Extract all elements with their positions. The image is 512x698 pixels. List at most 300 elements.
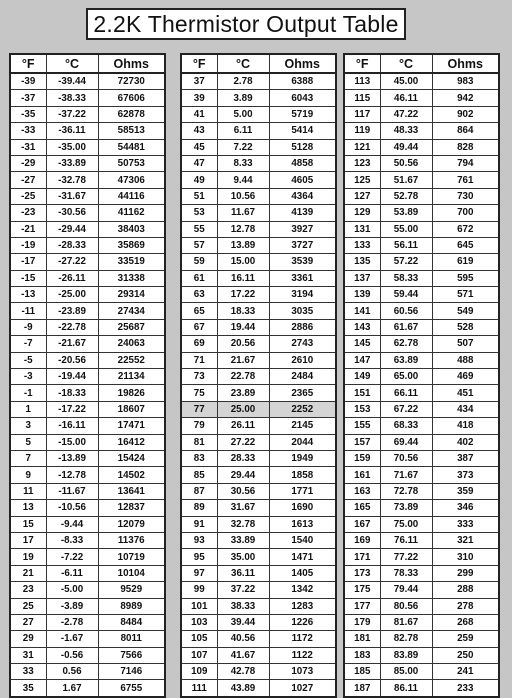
- cell-fahrenheit: 81: [181, 434, 217, 450]
- cell-celsius: -11.67: [46, 483, 98, 499]
- table-row: [181, 90, 336, 106]
- table-row: [344, 434, 499, 450]
- cell-celsius: -20.56: [46, 352, 98, 368]
- cell-celsius: -10.56: [46, 500, 98, 516]
- table-row: [10, 237, 165, 253]
- cell-ohms: 1949: [269, 450, 336, 466]
- cell-ohms: 402: [432, 434, 499, 450]
- cell-celsius: -21.67: [46, 336, 98, 352]
- cell-fahrenheit: 147: [344, 352, 380, 368]
- table-row: [10, 401, 165, 417]
- cell-fahrenheit: 83: [181, 450, 217, 466]
- cell-ohms: 8989: [98, 598, 165, 614]
- table-row: [10, 369, 165, 385]
- cell-ohms: 6388: [269, 73, 336, 90]
- table-row: [181, 73, 336, 90]
- cell-ohms: 278: [432, 598, 499, 614]
- cell-celsius: 9.44: [217, 172, 269, 188]
- page-title: 2.2K Thermistor Output Table: [86, 8, 406, 40]
- cell-celsius: 78.33: [380, 565, 432, 581]
- cell-celsius: -5.00: [46, 582, 98, 598]
- cell-celsius: -3.89: [46, 598, 98, 614]
- column-header-ohms: Ohms: [432, 54, 499, 73]
- table-row: [10, 155, 165, 171]
- cell-celsius: 45.00: [380, 73, 432, 90]
- cell-celsius: 86.11: [380, 680, 432, 697]
- cell-ohms: 3361: [269, 270, 336, 286]
- cell-fahrenheit: -21: [10, 221, 46, 237]
- table-row: [344, 516, 499, 532]
- table-row: [181, 369, 336, 385]
- cell-celsius: 26.11: [217, 418, 269, 434]
- cell-celsius: 31.67: [217, 500, 269, 516]
- cell-fahrenheit: 149: [344, 369, 380, 385]
- cell-celsius: 1.67: [46, 680, 98, 697]
- cell-ohms: 700: [432, 205, 499, 221]
- cell-celsius: 67.22: [380, 401, 432, 417]
- cell-ohms: 2365: [269, 385, 336, 401]
- cell-ohms: 4858: [269, 155, 336, 171]
- cell-celsius: -30.56: [46, 205, 98, 221]
- cell-celsius: 28.33: [217, 450, 269, 466]
- cell-fahrenheit: 57: [181, 237, 217, 253]
- table-row: [344, 549, 499, 565]
- cell-fahrenheit: 163: [344, 483, 380, 499]
- cell-ohms: 12837: [98, 500, 165, 516]
- cell-ohms: 983: [432, 73, 499, 90]
- cell-fahrenheit: 125: [344, 172, 380, 188]
- cell-celsius: -19.44: [46, 369, 98, 385]
- cell-fahrenheit: 39: [181, 90, 217, 106]
- cell-ohms: 528: [432, 319, 499, 335]
- cell-fahrenheit: 155: [344, 418, 380, 434]
- cell-ohms: 5719: [269, 106, 336, 122]
- column-header-ohms: Ohms: [269, 54, 336, 73]
- cell-celsius: 51.67: [380, 172, 432, 188]
- cell-fahrenheit: -37: [10, 90, 46, 106]
- table-row: [344, 123, 499, 139]
- cell-fahrenheit: 77: [181, 401, 217, 417]
- cell-fahrenheit: 157: [344, 434, 380, 450]
- cell-celsius: 27.22: [217, 434, 269, 450]
- table-row: [10, 483, 165, 499]
- cell-fahrenheit: 15: [10, 516, 46, 532]
- cell-ohms: 451: [432, 385, 499, 401]
- cell-celsius: 58.33: [380, 270, 432, 286]
- cell-celsius: -23.89: [46, 303, 98, 319]
- cell-celsius: -17.22: [46, 401, 98, 417]
- cell-ohms: 1690: [269, 500, 336, 516]
- cell-celsius: 49.44: [380, 139, 432, 155]
- cell-fahrenheit: 47: [181, 155, 217, 171]
- cell-ohms: 645: [432, 237, 499, 253]
- table-row: [181, 434, 336, 450]
- cell-fahrenheit: -9: [10, 319, 46, 335]
- cell-ohms: 24063: [98, 336, 165, 352]
- cell-celsius: 46.11: [380, 90, 432, 106]
- cell-fahrenheit: 55: [181, 221, 217, 237]
- cell-fahrenheit: -3: [10, 369, 46, 385]
- cell-ohms: 321: [432, 532, 499, 548]
- cell-fahrenheit: 53: [181, 205, 217, 221]
- cell-fahrenheit: 105: [181, 631, 217, 647]
- cell-fahrenheit: -5: [10, 352, 46, 368]
- cell-ohms: 794: [432, 155, 499, 171]
- table-row: [344, 270, 499, 286]
- cell-fahrenheit: 177: [344, 598, 380, 614]
- cell-ohms: 828: [432, 139, 499, 155]
- table-row: [181, 123, 336, 139]
- cell-celsius: -38.33: [46, 90, 98, 106]
- cell-ohms: 17471: [98, 418, 165, 434]
- cell-celsius: 16.11: [217, 270, 269, 286]
- cell-fahrenheit: 139: [344, 287, 380, 303]
- table-row: [10, 172, 165, 188]
- cell-celsius: 56.11: [380, 237, 432, 253]
- cell-fahrenheit: -17: [10, 254, 46, 270]
- table-row: [10, 106, 165, 122]
- table-row: [181, 516, 336, 532]
- table-row: [344, 500, 499, 516]
- column-header-fahrenheit: °F: [344, 54, 380, 73]
- cell-ohms: 1226: [269, 614, 336, 630]
- table-header-row: [344, 54, 499, 73]
- cell-ohms: 1283: [269, 598, 336, 614]
- cell-celsius: 12.78: [217, 221, 269, 237]
- cell-celsius: 8.33: [217, 155, 269, 171]
- cell-ohms: 18607: [98, 401, 165, 417]
- cell-celsius: -22.78: [46, 319, 98, 335]
- cell-fahrenheit: 49: [181, 172, 217, 188]
- cell-ohms: 387: [432, 450, 499, 466]
- table-row: [344, 172, 499, 188]
- cell-celsius: 11.67: [217, 205, 269, 221]
- cell-ohms: 50753: [98, 155, 165, 171]
- cell-fahrenheit: 143: [344, 319, 380, 335]
- table-row: [10, 500, 165, 516]
- cell-ohms: 1172: [269, 631, 336, 647]
- cell-fahrenheit: -35: [10, 106, 46, 122]
- cell-ohms: 29314: [98, 287, 165, 303]
- cell-celsius: 39.44: [217, 614, 269, 630]
- cell-ohms: 373: [432, 467, 499, 483]
- table-row: [181, 614, 336, 630]
- cell-celsius: -27.22: [46, 254, 98, 270]
- cell-fahrenheit: 181: [344, 631, 380, 647]
- cell-celsius: 82.78: [380, 631, 432, 647]
- thermistor-table-2: [180, 53, 337, 698]
- cell-ohms: 6755: [98, 680, 165, 697]
- table-row: [181, 237, 336, 253]
- cell-ohms: 333: [432, 516, 499, 532]
- cell-fahrenheit: 87: [181, 483, 217, 499]
- cell-ohms: 3194: [269, 287, 336, 303]
- table-row: [344, 352, 499, 368]
- cell-celsius: 81.67: [380, 614, 432, 630]
- cell-fahrenheit: -11: [10, 303, 46, 319]
- table-row: [181, 319, 336, 335]
- cell-ohms: 72730: [98, 73, 165, 90]
- table-row: [344, 582, 499, 598]
- cell-ohms: 22552: [98, 352, 165, 368]
- cell-fahrenheit: -13: [10, 287, 46, 303]
- cell-ohms: 1027: [269, 680, 336, 697]
- cell-fahrenheit: 17: [10, 532, 46, 548]
- cell-celsius: -13.89: [46, 450, 98, 466]
- cell-celsius: 61.67: [380, 319, 432, 335]
- table-row: [181, 254, 336, 270]
- cell-celsius: -8.33: [46, 532, 98, 548]
- cell-celsius: 43.89: [217, 680, 269, 697]
- table-row: [10, 614, 165, 630]
- cell-ohms: 10719: [98, 549, 165, 565]
- table-row: [10, 467, 165, 483]
- cell-fahrenheit: -31: [10, 139, 46, 155]
- cell-fahrenheit: -23: [10, 205, 46, 221]
- table-row: [344, 664, 499, 680]
- cell-fahrenheit: 11: [10, 483, 46, 499]
- cell-celsius: 21.67: [217, 352, 269, 368]
- table-row: [10, 549, 165, 565]
- cell-ohms: 14502: [98, 467, 165, 483]
- table-row: [10, 270, 165, 286]
- cell-fahrenheit: 145: [344, 336, 380, 352]
- cell-celsius: 32.78: [217, 516, 269, 532]
- table-row: [344, 450, 499, 466]
- cell-celsius: 52.78: [380, 188, 432, 204]
- cell-ohms: 1122: [269, 647, 336, 663]
- cell-celsius: 60.56: [380, 303, 432, 319]
- table-row: [10, 532, 165, 548]
- cell-fahrenheit: -1: [10, 385, 46, 401]
- table-row: [344, 237, 499, 253]
- cell-fahrenheit: 159: [344, 450, 380, 466]
- cell-ohms: 359: [432, 483, 499, 499]
- cell-ohms: 67606: [98, 90, 165, 106]
- table-row: [181, 631, 336, 647]
- cell-ohms: 250: [432, 647, 499, 663]
- table-row: [344, 188, 499, 204]
- cell-celsius: 37.22: [217, 582, 269, 598]
- column-header-celsius: °C: [46, 54, 98, 73]
- cell-ohms: 15424: [98, 450, 165, 466]
- cell-ohms: 761: [432, 172, 499, 188]
- table-row: [10, 385, 165, 401]
- cell-celsius: 85.00: [380, 664, 432, 680]
- column-header-fahrenheit: °F: [181, 54, 217, 73]
- cell-ohms: 1342: [269, 582, 336, 598]
- cell-celsius: -16.11: [46, 418, 98, 434]
- table-row: [344, 303, 499, 319]
- cell-ohms: 33519: [98, 254, 165, 270]
- cell-fahrenheit: 21: [10, 565, 46, 581]
- table-row: [344, 418, 499, 434]
- cell-fahrenheit: 45: [181, 139, 217, 155]
- cell-fahrenheit: 41: [181, 106, 217, 122]
- cell-fahrenheit: 115: [344, 90, 380, 106]
- cell-celsius: -1.67: [46, 631, 98, 647]
- table-row: [344, 532, 499, 548]
- cell-ohms: 2886: [269, 319, 336, 335]
- cell-celsius: 72.78: [380, 483, 432, 499]
- cell-celsius: 35.00: [217, 549, 269, 565]
- cell-celsius: -7.22: [46, 549, 98, 565]
- cell-celsius: 3.89: [217, 90, 269, 106]
- column-header-ohms: Ohms: [98, 54, 165, 73]
- cell-fahrenheit: 185: [344, 664, 380, 680]
- table-row: [181, 303, 336, 319]
- cell-fahrenheit: 27: [10, 614, 46, 630]
- cell-fahrenheit: 31: [10, 647, 46, 663]
- table-row: [10, 319, 165, 335]
- table-row: [10, 647, 165, 663]
- cell-ohms: 268: [432, 614, 499, 630]
- cell-celsius: 50.56: [380, 155, 432, 171]
- table-row: [344, 139, 499, 155]
- cell-celsius: 29.44: [217, 467, 269, 483]
- cell-fahrenheit: 169: [344, 532, 380, 548]
- cell-ohms: 469: [432, 369, 499, 385]
- cell-ohms: 2145: [269, 418, 336, 434]
- cell-fahrenheit: 97: [181, 565, 217, 581]
- cell-ohms: 3035: [269, 303, 336, 319]
- cell-ohms: 54481: [98, 139, 165, 155]
- cell-celsius: 59.44: [380, 287, 432, 303]
- cell-fahrenheit: 1: [10, 401, 46, 417]
- table-row: [10, 680, 165, 697]
- table-row: [181, 483, 336, 499]
- cell-fahrenheit: 127: [344, 188, 380, 204]
- cell-fahrenheit: 161: [344, 467, 380, 483]
- cell-fahrenheit: -25: [10, 188, 46, 204]
- cell-ohms: 7566: [98, 647, 165, 663]
- cell-celsius: 17.22: [217, 287, 269, 303]
- cell-fahrenheit: 3: [10, 418, 46, 434]
- cell-ohms: 4605: [269, 172, 336, 188]
- cell-fahrenheit: 141: [344, 303, 380, 319]
- table-row: [10, 287, 165, 303]
- cell-fahrenheit: 183: [344, 647, 380, 663]
- cell-celsius: -9.44: [46, 516, 98, 532]
- cell-fahrenheit: 51: [181, 188, 217, 204]
- table-row: [10, 418, 165, 434]
- cell-fahrenheit: 167: [344, 516, 380, 532]
- table-row: [344, 385, 499, 401]
- table-row: [344, 467, 499, 483]
- cell-ohms: 13641: [98, 483, 165, 499]
- cell-fahrenheit: 13: [10, 500, 46, 516]
- cell-ohms: 672: [432, 221, 499, 237]
- cell-fahrenheit: 67: [181, 319, 217, 335]
- cell-celsius: 83.89: [380, 647, 432, 663]
- thermistor-table-3: [343, 53, 500, 698]
- cell-fahrenheit: 103: [181, 614, 217, 630]
- cell-fahrenheit: 85: [181, 467, 217, 483]
- table-row: [181, 450, 336, 466]
- cell-fahrenheit: 171: [344, 549, 380, 565]
- cell-celsius: 75.00: [380, 516, 432, 532]
- cell-fahrenheit: 79: [181, 418, 217, 434]
- cell-ohms: 288: [432, 582, 499, 598]
- table-row: [10, 336, 165, 352]
- cell-celsius: 20.56: [217, 336, 269, 352]
- cell-celsius: 7.22: [217, 139, 269, 155]
- cell-celsius: 22.78: [217, 369, 269, 385]
- cell-celsius: 66.11: [380, 385, 432, 401]
- cell-celsius: 48.33: [380, 123, 432, 139]
- cell-ohms: 7146: [98, 664, 165, 680]
- cell-ohms: 4364: [269, 188, 336, 204]
- cell-fahrenheit: 133: [344, 237, 380, 253]
- cell-celsius: 47.22: [380, 106, 432, 122]
- cell-celsius: -18.33: [46, 385, 98, 401]
- cell-fahrenheit: 61: [181, 270, 217, 286]
- table-row: [181, 188, 336, 204]
- cell-celsius: 19.44: [217, 319, 269, 335]
- cell-fahrenheit: 71: [181, 352, 217, 368]
- cell-fahrenheit: 113: [344, 73, 380, 90]
- cell-celsius: -2.78: [46, 614, 98, 630]
- table-row: [10, 73, 165, 90]
- cell-fahrenheit: 91: [181, 516, 217, 532]
- cell-celsius: -36.11: [46, 123, 98, 139]
- table-row: [10, 139, 165, 155]
- cell-fahrenheit: 165: [344, 500, 380, 516]
- cell-ohms: 233: [432, 680, 499, 697]
- table-row: [10, 303, 165, 319]
- cell-fahrenheit: 69: [181, 336, 217, 352]
- cell-celsius: -32.78: [46, 172, 98, 188]
- cell-ohms: 2743: [269, 336, 336, 352]
- cell-fahrenheit: -15: [10, 270, 46, 286]
- cell-ohms: 864: [432, 123, 499, 139]
- cell-ohms: 21134: [98, 369, 165, 385]
- cell-ohms: 310: [432, 549, 499, 565]
- cell-ohms: 8484: [98, 614, 165, 630]
- cell-fahrenheit: 95: [181, 549, 217, 565]
- cell-fahrenheit: 123: [344, 155, 380, 171]
- table-header-row: [10, 54, 165, 73]
- cell-fahrenheit: 187: [344, 680, 380, 697]
- cell-ohms: 2252: [269, 401, 336, 417]
- cell-celsius: 10.56: [217, 188, 269, 204]
- cell-ohms: 8011: [98, 631, 165, 647]
- table-row: [344, 336, 499, 352]
- cell-celsius: 30.56: [217, 483, 269, 499]
- cell-fahrenheit: 131: [344, 221, 380, 237]
- cell-ohms: 259: [432, 631, 499, 647]
- table-row: [181, 532, 336, 548]
- table-row: [344, 369, 499, 385]
- cell-ohms: 38403: [98, 221, 165, 237]
- table-row: [10, 221, 165, 237]
- cell-ohms: 299: [432, 565, 499, 581]
- cell-ohms: 1540: [269, 532, 336, 548]
- table-row: [181, 565, 336, 581]
- cell-celsius: 55.00: [380, 221, 432, 237]
- cell-ohms: 47306: [98, 172, 165, 188]
- cell-fahrenheit: 5: [10, 434, 46, 450]
- table-row: [181, 385, 336, 401]
- table-row: [10, 631, 165, 647]
- table-row: [10, 254, 165, 270]
- cell-fahrenheit: -7: [10, 336, 46, 352]
- table-row: [10, 352, 165, 368]
- cell-ohms: 19826: [98, 385, 165, 401]
- table-row: [10, 598, 165, 614]
- cell-fahrenheit: 137: [344, 270, 380, 286]
- cell-celsius: 73.89: [380, 500, 432, 516]
